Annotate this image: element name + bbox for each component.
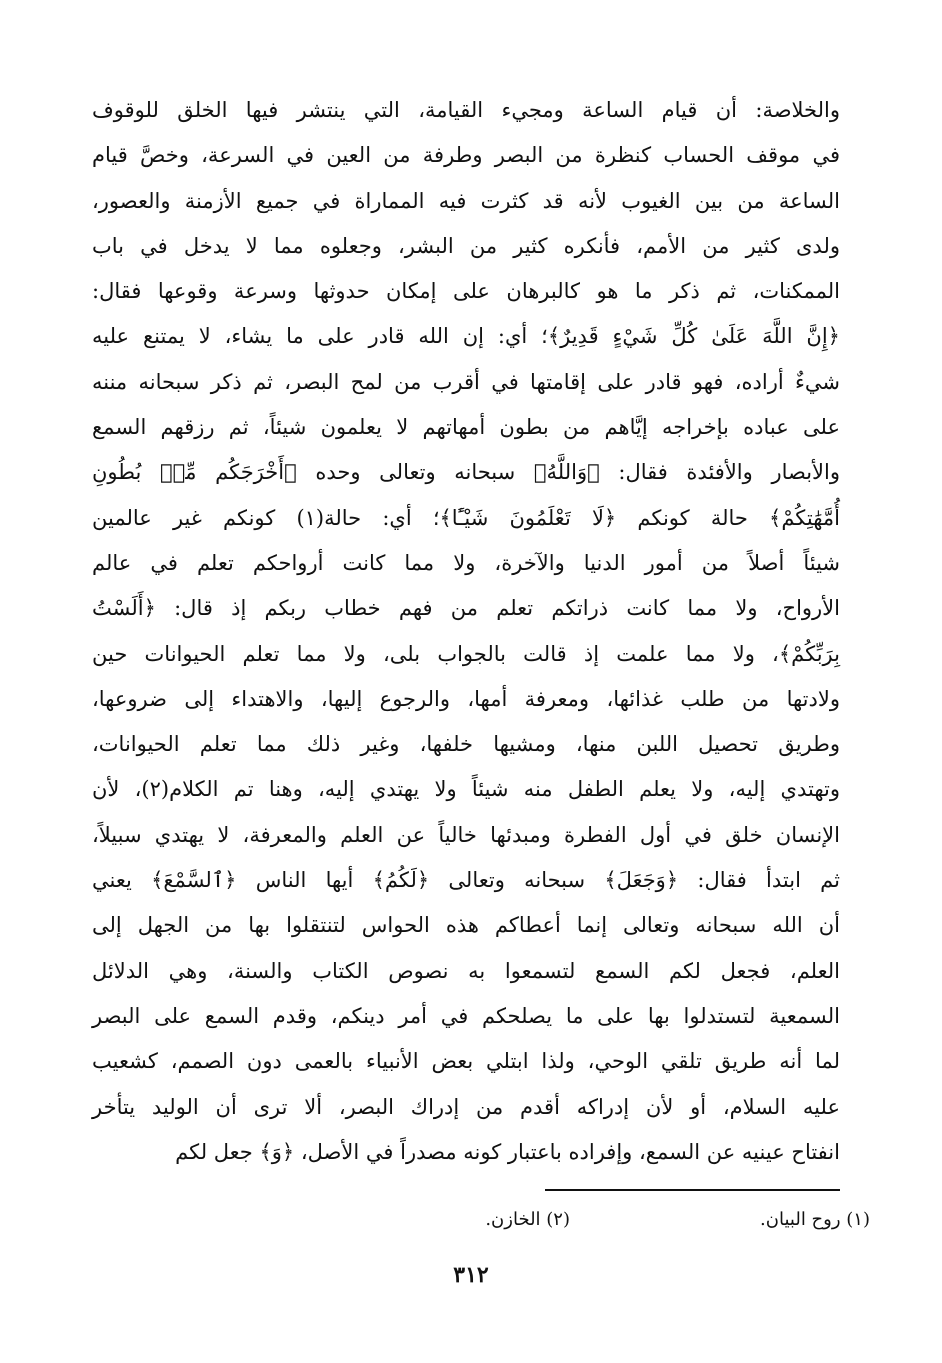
text-line-24: انفتاح عينيه عن السمع، وإفراده باعتبار كونه مصدراً في الأصل، ﴿وَ﴾ جعل لكم — [175, 1139, 840, 1164]
footnote-separator — [545, 1189, 840, 1191]
text-line-5: الممكنات، ثم ذكر ما هو كالبرهان على إمكان حدوثها وسرعة وقوعها فقال: — [92, 279, 840, 304]
text-line-19: أن الله سبحانه وتعالى إنما أعطاكم هذه الحواس لتنتقلوا بها من الجهل إلى — [92, 913, 840, 938]
text-line-20: العلم، فجعل لكم السمع لتسمعوا به نصوص الكتاب والسنة، وهي الدلائل — [92, 958, 840, 983]
text-line-17: الإنسان خلق في أول الفطرة ومبدئها خالياً عن العلم والمعرفة، لا يهتدي سبيلاً، — [92, 822, 840, 847]
page-number: ٣١٢ — [453, 1262, 489, 1288]
text-line-9: والأبصار والأفئدة فقال: ﴿وَاللَّهُ﴾ سبحانه وتعالى وحده ﴿أَخْرَجَكُم مِّنۢ بُطُونِ — [92, 460, 840, 485]
text-line-6: ﴿إِنَّ اللَّهَ عَلَىٰ كُلِّ شَيْءٍ قَدِيرٌ﴾؛ أي: إن الله قادر على ما يشاء، لا يمتنع عليه — [92, 324, 840, 349]
text-line-3: الساعة من بين الغيوب لأنه قد كثرت فيه المماراة في جميع الأزمنة والعصور، — [92, 188, 840, 213]
text-line-15: وطريق تحصيل اللبن منها، ومشيها خلفها، وغير ذلك مما تعلم الحيوانات، — [92, 732, 840, 757]
text-line-18: ثم ابتدأ فقال: ﴿وَجَعَلَ﴾ سبحانه وتعالى ﴿لَكُمُ﴾ أيها الناس ﴿ٱلسَّمْعَ﴾ يعني — [92, 868, 840, 893]
text-line-2: في موقف الحساب كنظرة من البصر وطرفة من العين في السرعة، وخصَّ قيام — [92, 143, 840, 168]
text-line-12: الأرواح، ولا مما كانت ذراتكم تعلم من فهم خطاب ربكم إذ قال: ﴿أَلَسْتُ — [92, 596, 840, 621]
text-line-8: على عباده بإخراجه إيَّاهم من بطون أمهاتهم لا يعلمون شيئاً، ثم رزقهم السمع — [92, 415, 840, 440]
text-line-16: وتهتدي إليه، ولا يعلم الطفل منه شيئاً ولا يهتدي إليه، وهنا تم الكلام(٢)، لأن — [92, 777, 840, 802]
footnote-1: (١) روح البيان. — [760, 1209, 870, 1230]
main-text-body — [92, 88, 840, 1175]
text-line-23: عليه السلام، أو لأن إدراكه أقدم من إدراك البصر، ألا ترى أن الوليد يتأخر — [92, 1094, 840, 1119]
text-line-1: والخلاصة: أن قيام الساعة ومجيء القيامة، التي ينتشر فيها الخلق للوقوف — [92, 98, 840, 122]
text-line-10: أُمَّهَٰتِكُمْ﴾ حالة كونكم ﴿لَا تَعْلَمُونَ شَيْـًٔا﴾؛ أي: حالة(١) كونكم غير عالمين — [92, 505, 840, 530]
text-line-21: السمعية لتستدلوا بها على ما يصلحكم في أمر دينكم، وقدم السمع على البصر — [92, 1003, 840, 1028]
text-line-13: بِرَبِّكُمْ﴾، ولا مما علمت إذ قالت بالجواب بلى، ولا مما تعلم الحيوانات حين — [92, 641, 840, 666]
text-line-11: شيئاً أصلاً من أمور الدنيا والآخرة، ولا مما كانت أرواحكم تعلم في عالم — [92, 550, 840, 575]
text-line-4: ولدى كثير من الأمم، فأنكره كثير من البشر، وجعلوه مما لا يدخل في باب — [92, 233, 840, 258]
footnote-2: (٢) الخازن. — [485, 1209, 570, 1230]
text-line-7: شيءٌ أراده، فهو قادر على إقامتها في أقرب من لمح البصر، ثم ذكر سبحانه مننه — [92, 369, 840, 394]
text-line-14: ولادتها من طلب غذائها، ومعرفة أمها، والرجوع إليها، والاهتداء إلى ضروعها، — [92, 686, 840, 711]
text-line-22: لما أنه طريق تلقي الوحي، ولذا ابتلي بعض الأنبياء بالعمى دون الصمم، كشعيب — [92, 1049, 840, 1074]
